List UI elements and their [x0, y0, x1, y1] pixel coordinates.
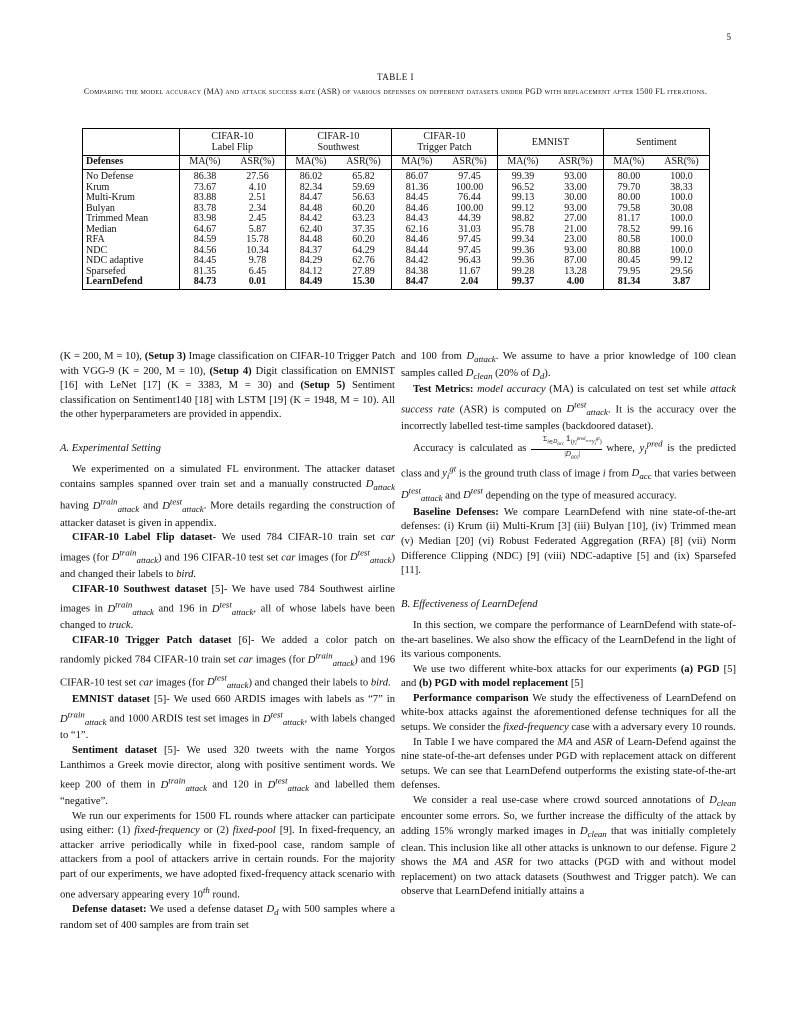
defense-name-cell: RFA — [83, 235, 180, 246]
asr-cell: 62.76 — [336, 256, 391, 267]
paragraph: We run our experiments for 1500 FL rounds where attacker can participate using either: (1) fixed-frequency or (2) fixed-pool [9]. In fixed-frequency, an attacker arrive periodically while in fixed-pool case, random sample of attackers from a pool of attackers arrive in certain rounds. For the majority part of our experiments, we have adopted fixed-frequency attack scenario with one adversary appearing every 10th round. — [60, 810, 395, 901]
defense-name-cell: LearnDefend — [83, 277, 180, 289]
header-ma: MA(%) — [497, 156, 548, 170]
ma-cell: 84.45 — [405, 192, 429, 203]
ma-cell: 86.02 — [299, 171, 323, 182]
header-defenses: Defenses — [83, 156, 180, 170]
ma-cell: 84.46 — [405, 202, 429, 214]
paragraph: (K = 200, M = 10), (Setup 3) Image classification on CIFAR-10 Trigger Patch with VGG-9 (K = 200, M = 10), (Setup 4) Digit classification on EMNIST [16] with LeNet [17] (K = 3383, M = 30) and (Setup 5) Sentiment classification on Sentiment140 [18] with LSTM [19] (K = 1948, M = 10). All the other hyperparameters are provided in appendix. — [60, 351, 396, 421]
ma-cell: 99.13 — [511, 192, 535, 203]
asr-cell: 2.04 — [442, 277, 497, 289]
asr-cell: 5.87 — [230, 225, 285, 236]
table-caption: Comparing the model accuracy (MA) and attack success rate (ASR) of various defenses on different datasets under PGD with replacement after 1500 FL iterations. — [83, 87, 708, 96]
ma-cell: 81.17 — [617, 213, 641, 224]
asr-cell: 15.78 — [230, 235, 285, 246]
ma-cell: 79.58 — [617, 202, 641, 214]
asr-cell: 100.00 — [442, 204, 497, 215]
header-asr: ASR(%) — [336, 156, 391, 170]
ma-cell: 84.44 — [405, 244, 429, 256]
ma-cell: 81.36 — [405, 181, 429, 193]
paragraph: Defense dataset: We used a defense dataset $D_d$ with 500 samples where a random set of 400 samples are from train set — [60, 903, 396, 932]
defense-name-cell: Median — [83, 225, 180, 236]
asr-cell: 100.0 — [654, 235, 710, 246]
header-asr: ASR(%) — [442, 156, 497, 170]
ma-cell: 80.88 — [617, 244, 641, 256]
asr-cell: 33.00 — [548, 183, 603, 194]
paragraph: CIFAR-10 Label Flip dataset- We used 784 CIFAR-10 train set car images (for $D^{train}_{attack}$) and 196 CIFAR-10 test set car images (for $D^{test}_{attack}$) and changed their labels to bird. — [60, 532, 395, 580]
ma-cell: 84.46 — [405, 234, 429, 245]
ma-cell: 73.67 — [193, 181, 217, 193]
defense-name-cell: Bulyan — [83, 204, 180, 215]
ma-cell: 62.40 — [299, 223, 323, 235]
defense-name-cell: Trimmed Mean — [83, 214, 180, 225]
defense-name-cell: Sparsefed — [83, 267, 180, 278]
header-blank — [83, 129, 180, 156]
paragraph: We use two different white-box attacks for our experiments (a) PGD [5] and (b) PGD with model replacement [5] — [401, 663, 736, 690]
paragraph: CIFAR-10 Southwest dataset [5]- We have used 784 Southwest airline images in $D^{train}_{attack}$ and 196 in $D^{test}_{attack}$, all of whose labels have been changed to truck. — [60, 583, 395, 632]
asr-cell: 93.00 — [548, 170, 603, 183]
asr-cell: 63.23 — [336, 214, 391, 225]
asr-cell: 87.00 — [548, 256, 603, 267]
asr-cell: 21.00 — [548, 225, 603, 236]
page-number: 5 — [726, 32, 731, 42]
asr-cell: 100.0 — [654, 214, 710, 225]
ma-cell: 95.78 — [511, 223, 535, 235]
ma-cell: 80.00 — [617, 171, 641, 182]
ma-cell: 99.36 — [511, 255, 535, 266]
paragraph: Sentiment dataset [5]- We used 320 tweets with the name Yorgos Lanthimos a Greek movie director, along with positive sentiment words. We keep 200 of them in $D^{train}_{attack}$ and 120 in $D^{test}_{attack}$ and labelled them “negative”. — [60, 744, 395, 808]
ma-cell: 84.73 — [179, 277, 230, 289]
asr-cell: 31.03 — [442, 225, 497, 236]
ma-cell: 83.98 — [193, 213, 217, 224]
asr-cell: 10.34 — [230, 246, 285, 257]
ma-cell: 84.47 — [299, 192, 323, 203]
accuracy-fraction: $\Sigma_{i\in D_{acc}}$ $𝟙_{(y_i^{pred}==y_i^{gt})}$ $|D_{acc}|$ — [531, 435, 602, 462]
ma-cell: 84.56 — [193, 244, 217, 256]
defense-name-cell: NDC — [83, 246, 180, 257]
header-ma: MA(%) — [179, 156, 230, 170]
asr-cell: 99.12 — [654, 256, 710, 267]
asr-cell: 99.16 — [654, 225, 710, 236]
table-row — [83, 246, 710, 257]
ma-cell: 84.48 — [299, 202, 323, 214]
asr-cell: 9.78 — [230, 256, 285, 267]
group-emnist: EMNIST — [497, 129, 603, 156]
ma-cell: 79.95 — [617, 265, 641, 277]
ma-cell: 80.58 — [617, 234, 641, 245]
paragraph: Performance comparison We study the effectiveness of LearnDefend on white-box attacks against the aforementioned defense techniques for all the setups. We consider the fixed-frequency case with a adversary every 10 rounds. — [401, 692, 737, 734]
ma-cell: 82.34 — [299, 181, 323, 193]
paragraph: We consider a real use-case where crowd sourced annotations of $D_{clean}$ encounter some errors. So, we further increase the difficulty of the attack by adding 15% wrongly marked images in $D_{clean}$ that was initially completely clean. This inclusion like all other attacks is unknown to our defense. Figure 2 shows the MA and ASR for two attacks (PGD with and without model replacement) on two attack datasets (Southwest and Trigger patch). We can observe that LearnDefend initially attains a — [401, 794, 737, 898]
table-body — [83, 170, 710, 290]
table-row — [83, 235, 710, 246]
asr-cell: 59.69 — [336, 183, 391, 194]
ma-cell: 78.52 — [617, 223, 641, 235]
asr-cell: 76.44 — [442, 193, 497, 204]
asr-cell: 93.00 — [548, 204, 603, 215]
table-row — [83, 183, 710, 194]
left-column — [60, 350, 395, 934]
asr-cell: 97.45 — [442, 246, 497, 257]
defense-name-cell: Krum — [83, 183, 180, 194]
asr-cell: 100.0 — [654, 246, 710, 257]
asr-cell: 97.45 — [442, 170, 497, 183]
asr-cell: 60.20 — [336, 204, 391, 215]
ma-cell: 79.70 — [617, 181, 641, 193]
header-ma: MA(%) — [603, 156, 654, 170]
header-asr: ASR(%) — [548, 156, 603, 170]
paragraph: CIFAR-10 Trigger Patch dataset [6]- We added a color patch on randomly picked 784 CIFAR-10 train set car images (for $D^{train}_{attack}$) and 196 CIFAR-10 test set car images (for $D^{test}_{attack}$) and changed their labels to bird. — [60, 634, 395, 691]
table-row — [83, 193, 710, 204]
paragraph: In Table I we have compared the MA and ASR of Learn-Defend against the nine state-of-the-art defenses under PGD with replacement attack on different setups. We can see that LearnDefend outperforms the existing state-of-the-art defenses. — [401, 736, 737, 792]
defense-name-cell: NDC adaptive — [83, 256, 180, 267]
ma-cell: 99.12 — [511, 202, 535, 214]
table-row — [83, 277, 710, 289]
asr-cell: 93.00 — [548, 246, 603, 257]
ma-cell: 96.52 — [511, 181, 535, 193]
asr-cell: 100.00 — [442, 183, 497, 194]
asr-cell: 100.0 — [654, 193, 710, 204]
asr-cell: 2.45 — [230, 214, 285, 225]
ma-cell: 83.78 — [193, 202, 217, 214]
paragraph: We experimented on a simulated FL environment. The attacker dataset contains samples spanned over train set and a manually constructed $D_{attack}$ having $D^{train}_{attack}$ and $D^{test}_{attack}$. More details regarding the construction of attacker dataset is given in appendix. — [60, 464, 396, 529]
table-row — [83, 225, 710, 236]
asr-cell: 13.28 — [548, 267, 603, 278]
ma-cell: 84.42 — [299, 213, 323, 224]
paragraph: Test Metrics: model accuracy (MA) is calculated on test set while attack success rate (ASR) is computed on $D^{test}_{attack}$. It is the accuracy over the incorrectly labelled test-time samples (backdoored dataset). — [401, 384, 737, 433]
table-row — [83, 256, 710, 267]
group-sentiment: Sentiment — [603, 129, 709, 156]
asr-cell: 11.67 — [442, 267, 497, 278]
ma-cell: 98.82 — [511, 213, 535, 224]
ma-cell: 84.47 — [391, 277, 442, 289]
asr-cell: 3.87 — [654, 277, 710, 289]
defense-name-cell: Multi-Krum — [83, 193, 180, 204]
asr-cell: 96.43 — [442, 256, 497, 267]
results-table — [82, 128, 710, 290]
asr-cell: 4.10 — [230, 183, 285, 194]
asr-cell: 38.33 — [654, 183, 710, 194]
ma-cell: 99.36 — [511, 244, 535, 256]
asr-cell: 27.56 — [230, 170, 285, 183]
ma-cell: 84.12 — [299, 265, 323, 277]
asr-cell: 56.63 — [336, 193, 391, 204]
paragraph: Baseline Defenses: We compare LearnDefend with nine state-of-the-art defenses: (i) Krum (ii) Multi-Krum [3] (iii) Bulyan [10], (iv) Trimmed mean (v) Median [20] (vi) Robust Federated Aggregation (RFA) [8] (vii) Norm Difference Clipping (NDC) [9] (viii) NDC-adaptive [5] and (ix) Sparsefed [11]. — [401, 506, 736, 577]
table-row — [83, 170, 710, 183]
ma-cell: 99.37 — [497, 277, 548, 289]
asr-cell: 2.34 — [230, 204, 285, 215]
paragraph: EMNIST dataset [5]- We used 660 ARDIS images with labels as “7” in $D^{train}_{attack}$ and 1000 ARDIS test set images in $D^{test}_{attack}$, with labels changed to “1”. — [60, 693, 395, 742]
asr-cell: 0.01 — [230, 277, 285, 289]
group-cifar-trigger-patch: CIFAR-10 Trigger Patch — [391, 129, 497, 156]
table-row — [83, 214, 710, 225]
ma-cell: 84.29 — [299, 255, 323, 266]
group-cifar-southwest: CIFAR-10 Southwest — [285, 129, 391, 156]
asr-cell: 44.39 — [442, 214, 497, 225]
asr-cell: 4.00 — [548, 277, 603, 289]
asr-cell: 30.00 — [548, 193, 603, 204]
paragraph: In this section, we compare the performance of LearnDefend with state-of-the-art baselines. We also show the efficacy of the LearnDefend in the light of its various components. — [401, 620, 736, 661]
ma-cell: 99.28 — [511, 265, 535, 277]
ma-cell: 86.38 — [193, 171, 217, 182]
asr-cell: 27.00 — [548, 214, 603, 225]
ma-cell: 84.42 — [405, 255, 429, 266]
header-ma: MA(%) — [285, 156, 336, 170]
header-ma: MA(%) — [391, 156, 442, 170]
ma-cell: 84.48 — [299, 234, 323, 245]
paragraph: and 100 from $D_{attack}$. We assume to have a prior knowledge of 100 clean samples called $D_{clean}$ (20% of $D_d$). — [401, 351, 736, 381]
asr-cell: 65.82 — [336, 170, 391, 183]
ma-cell: 81.34 — [603, 277, 654, 289]
asr-cell: 64.29 — [336, 246, 391, 257]
section-heading-b: B. Effectiveness of LearnDefend — [401, 598, 538, 610]
asr-cell: 6.45 — [230, 267, 285, 278]
header-asr: ASR(%) — [654, 156, 710, 170]
table-row — [83, 267, 710, 278]
ma-cell: 84.59 — [193, 234, 217, 245]
asr-cell: 29.56 — [654, 267, 710, 278]
ma-cell: 84.45 — [193, 255, 217, 266]
header-asr: ASR(%) — [230, 156, 285, 170]
asr-cell: 15.30 — [336, 277, 391, 289]
ma-cell: 99.39 — [511, 171, 535, 182]
right-column — [401, 350, 736, 900]
ma-cell: 64.67 — [193, 223, 217, 235]
ma-cell: 80.00 — [617, 192, 641, 203]
ma-cell: 84.49 — [285, 277, 336, 289]
ma-cell: 84.38 — [405, 265, 429, 277]
ma-cell: 83.88 — [193, 192, 217, 203]
asr-cell: 23.00 — [548, 235, 603, 246]
asr-cell: 2.51 — [230, 193, 285, 204]
ma-cell: 84.43 — [405, 213, 429, 224]
table-label: TABLE I — [376, 72, 415, 82]
ma-cell: 80.45 — [617, 255, 641, 266]
defense-name-cell: No Defense — [83, 170, 180, 183]
asr-cell: 100.0 — [654, 170, 710, 183]
asr-cell: 60.20 — [336, 235, 391, 246]
asr-cell: 27.89 — [336, 267, 391, 278]
ma-cell: 81.35 — [193, 265, 217, 277]
asr-cell: 37.35 — [336, 225, 391, 236]
ma-cell: 99.34 — [511, 234, 535, 245]
ma-cell: 62.16 — [405, 223, 429, 235]
ma-cell: 84.37 — [299, 244, 323, 256]
asr-cell: 30.08 — [654, 204, 710, 215]
paragraph: Accuracy is calculated as $\Sigma_{i\in D_{acc}}$ $𝟙_{(y_i^{pred}==y_i^{gt})}$ $|D_{acc}|$ where, $y_i^{pred}$ is the predicted class and $y_i^{gt}$ is the ground truth class of image i from $D_{acc}$ that varies between $D^{test}_{attack}$ and $D^{test}$ depending on the type of measured accuracy. — [401, 434, 737, 504]
asr-cell: 97.45 — [442, 235, 497, 246]
ma-cell: 86.07 — [405, 171, 429, 182]
group-cifar-label-flip: CIFAR-10 Label Flip — [179, 129, 285, 156]
table-row — [83, 204, 710, 215]
section-heading-a: A. Experimental Setting — [60, 442, 161, 454]
